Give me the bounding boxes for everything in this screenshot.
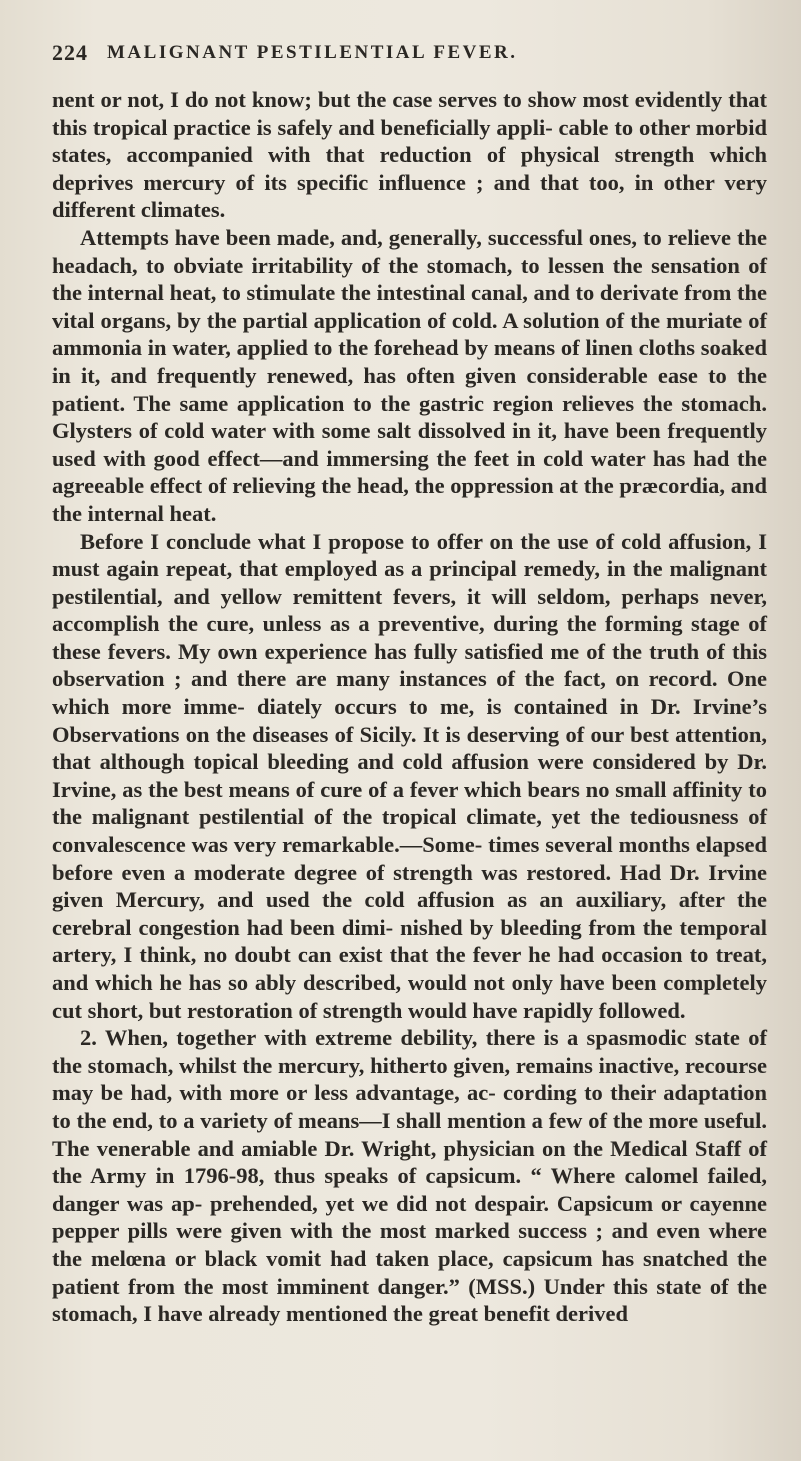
paragraph-continuation: nent or not, I do not know; but the case serves to show most evidently that this tropical practice is safely and beneficially appli- cable to other morbid states, accompanied with that reduction of physical strength which deprives mercury of its specific influence ; and that too, in other very different climates.: [52, 87, 767, 223]
page-number: 224: [52, 40, 88, 65]
paragraph-point-2: 2. When, together with extreme debility, there is a spasmodic state of the stomach, whilst the mercury, hitherto given, remains inactive, recourse may be had, with more or less advantage, ac- cording to their adaptation to the end, to a variety of means—I shall mention a few of the more useful. The venerable and amiable Dr. Wright, physician on the Medical Staff of the Army in 1796-98, thus speaks of capsicum. “ Where calomel failed, danger was ap- prehended, yet we did not despair. Capsicum or cayenne pepper pills were given with the most marked success ; and even where the melœna or black vomit had taken place, capsicum has snatched the patient from the most imminent danger.” (MSS.) Under this state of the stomach, I have already mentioned the great benefit derived: [52, 1025, 767, 1327]
page-header: [52, 40, 767, 76]
paragraph-attempts: Attempts have been made, and, generally, successful ones, to relieve the headach, to obviate irritability of the stomach, to lessen the sensation of the internal heat, to stimulate the intestinal canal, and to derivate from the vital organs, by the partial application of cold. A solution of the muriate of ammonia in water, applied to the forehead by means of linen cloths soaked in it, and frequently renewed, has often given considerable ease to the patient. The same application to the gastric region relieves the stomach. Glysters of cold water with some salt dissolved in it, have been frequently used with good effect—and immersing the feet in cold water has had the agreeable effect of relieving the head, the oppression at the præcordia, and the internal heat.: [52, 224, 767, 526]
body-text: [52, 86, 767, 1328]
running-head: MALIGNANT PESTILENTIAL FEVER.: [107, 42, 518, 63]
paragraph-before-i-conclude: Before I conclude what I propose to offer on the use of cold affusion, I must again repeat, that employed as a principal remedy, in the malignant pestilential, and yellow remittent fevers, it will seldom, perhaps never, accomplish the cure, unless as a preventive, during the forming stage of these fevers. My own experience has fully satisfied me of the truth of this observation ; and there are many instances of the fact, on record. One which more imme- diately occurs to me, is contained in Dr. Irvine’s Observations on the diseases of Sicily. It is deserving of our best attention, that although topical bleeding and cold affusion were considered by Dr. Irvine, as the best means of cure of a fever which bears no small affinity to the malignant pestilential of the tropical climate, yet the tediousness of convalescence was very remarkable.—Some- times several months elapsed before even a moderate degree of strength was restored. Had Dr. Irvine given Mercury, and used the cold affusion as an auxiliary, after the cerebral congestion had been dimi- nished by bleeding from the temporal artery, I think, no doubt can exist that the fever he had occasion to treat, and which he has so ably described, would not only have been completely cut short, but restoration of strength would have rapidly followed.: [52, 528, 767, 1023]
